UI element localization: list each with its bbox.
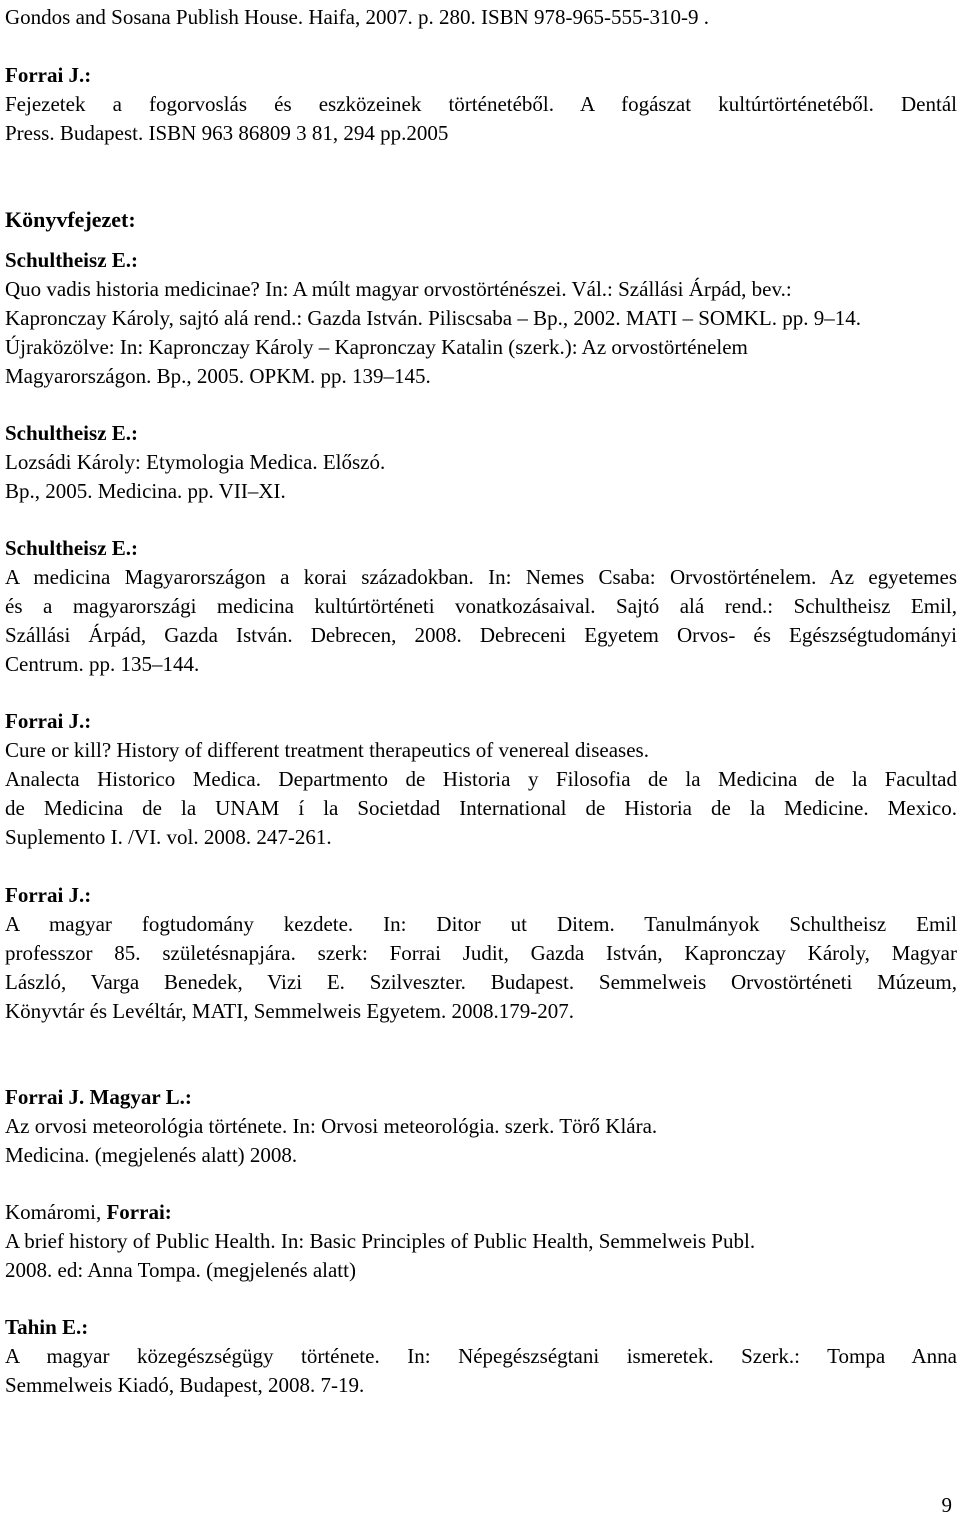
- reference-author: Forrai J.:: [5, 883, 92, 907]
- reference-author: Forrai J.:: [5, 63, 92, 87]
- reference-entry: [5, 1313, 957, 1400]
- reference-entry: [5, 1198, 957, 1285]
- reference-line: Kapronczay Károly, sajtó alá rend.: Gazda István. Piliscsaba – Bp., 2002. MATI – SOMKL. pp. 9–14.: [5, 306, 861, 330]
- page-number: 9: [941, 1493, 952, 1517]
- reference-line: Az orvosi meteorológia története. In: Orvosi meteorológia. szerk. Törő Klára.: [5, 1114, 658, 1138]
- reference-line: Medicina. (megjelenés alatt) 2008.: [5, 1143, 298, 1167]
- reference-entry: [5, 419, 957, 506]
- reference-entry: [5, 881, 957, 1026]
- reference-author: Schultheisz E.:: [5, 536, 139, 560]
- reference-line: A brief history of Public Health. In: Basic Principles of Public Health, Semmelweis Publ.: [5, 1229, 756, 1253]
- reference-line: László, Varga Benedek, Vizi E. Szilveszter. Budapest. Semmelweis Orvostörténeti Múzeum,: [5, 970, 957, 994]
- reference-line: Centrum. pp. 135–144.: [5, 652, 200, 676]
- reference-line: Újraközölve: In: Kapronczay Károly – Kapronczay Katalin (szerk.): Az orvostörténelem: [5, 335, 748, 359]
- reference-entry: [5, 707, 957, 852]
- reference-line: Cure or kill? History of different treatment therapeutics of venereal diseases.: [5, 738, 649, 762]
- reference-line: A magyar közegészségügy története. In: Népegészségtani ismeretek. Szerk.: Tompa Anna: [5, 1344, 957, 1368]
- reference-line: Analecta Historico Medica. Departmento de Historia y Filosofia de la Medicina de la Facultad: [5, 767, 957, 791]
- reference-author-line: [5, 1198, 957, 1227]
- reference-line: Press. Budapest. ISBN 963 86809 3 81, 294 pp.2005: [5, 121, 449, 145]
- reference-author: Forrai J. Magyar L.:: [5, 1085, 192, 1109]
- reference-author: Tahin E.:: [5, 1315, 89, 1339]
- reference-line: de Medicina de la UNAM í la Societdad International de Historia de la Medicine. Mexico.: [5, 796, 957, 820]
- reference-entry: [5, 61, 957, 148]
- reference-author: Schultheisz E.:: [5, 421, 139, 445]
- reference-line: Suplemento I. /VI. vol. 2008. 247-261.: [5, 825, 332, 849]
- reference-line: Quo vadis historia medicinae? In: A múlt magyar orvostörténészei. Vál.: Szállási Árpád, bev.:: [5, 277, 792, 301]
- reference-line: Magyarországon. Bp., 2005. OPKM. pp. 139–145.: [5, 364, 431, 388]
- reference-line: Szállási Árpád, Gazda István. Debrecen, 2008. Debreceni Egyetem Orvos- és Egészségtudományi: [5, 623, 957, 647]
- reference-author: Forrai J.:: [5, 709, 92, 733]
- reference-line: Könyvtár és Levéltár, MATI, Semmelweis Egyetem. 2008.179-207.: [5, 999, 574, 1023]
- reference-continuation: Gondos and Sosana Publish House. Haifa, 2007. p. 280. ISBN 978-965-555-310-9 .: [5, 5, 710, 29]
- reference-entry: [5, 246, 957, 391]
- reference-coauthor: Komáromi,: [5, 1200, 107, 1224]
- reference-author: Schultheisz E.:: [5, 248, 139, 272]
- reference-line: A medicina Magyarországon a korai századokban. In: Nemes Csaba: Orvostörténelem. Az egyetemes: [5, 565, 957, 589]
- reference-author: Forrai:: [106, 1200, 172, 1224]
- reference-line: és a magyarországi medicina kultúrtörténeti vonatkozásaival. Sajtó alá rend.: Schultheisz Emil,: [5, 594, 957, 618]
- reference-entry: [5, 1083, 957, 1170]
- section-title: Könyvfejezet:: [5, 207, 136, 232]
- reference-line: 2008. ed: Anna Tompa. (megjelenés alatt): [5, 1258, 356, 1282]
- reference-entry: [5, 534, 957, 679]
- reference-line: A magyar fogtudomány kezdete. In: Ditor ut Ditem. Tanulmányok Schultheisz Emil: [5, 912, 957, 936]
- reference-line: Semmelweis Kiadó, Budapest, 2008. 7-19.: [5, 1373, 365, 1397]
- reference-line: professzor 85. születésnapjára. szerk: Forrai Judit, Gazda István, Kapronczay Károly, Magyar: [5, 941, 957, 965]
- reference-line: Fejezetek a fogorvoslás és eszközeinek történetéből. A fogászat kultúrtörténetéből. Dentál: [5, 92, 957, 116]
- document-page: [5, 0, 957, 1400]
- reference-line: Lozsádi Károly: Etymologia Medica. Előszó.: [5, 450, 386, 474]
- reference-line: Bp., 2005. Medicina. pp. VII–XI.: [5, 479, 286, 503]
